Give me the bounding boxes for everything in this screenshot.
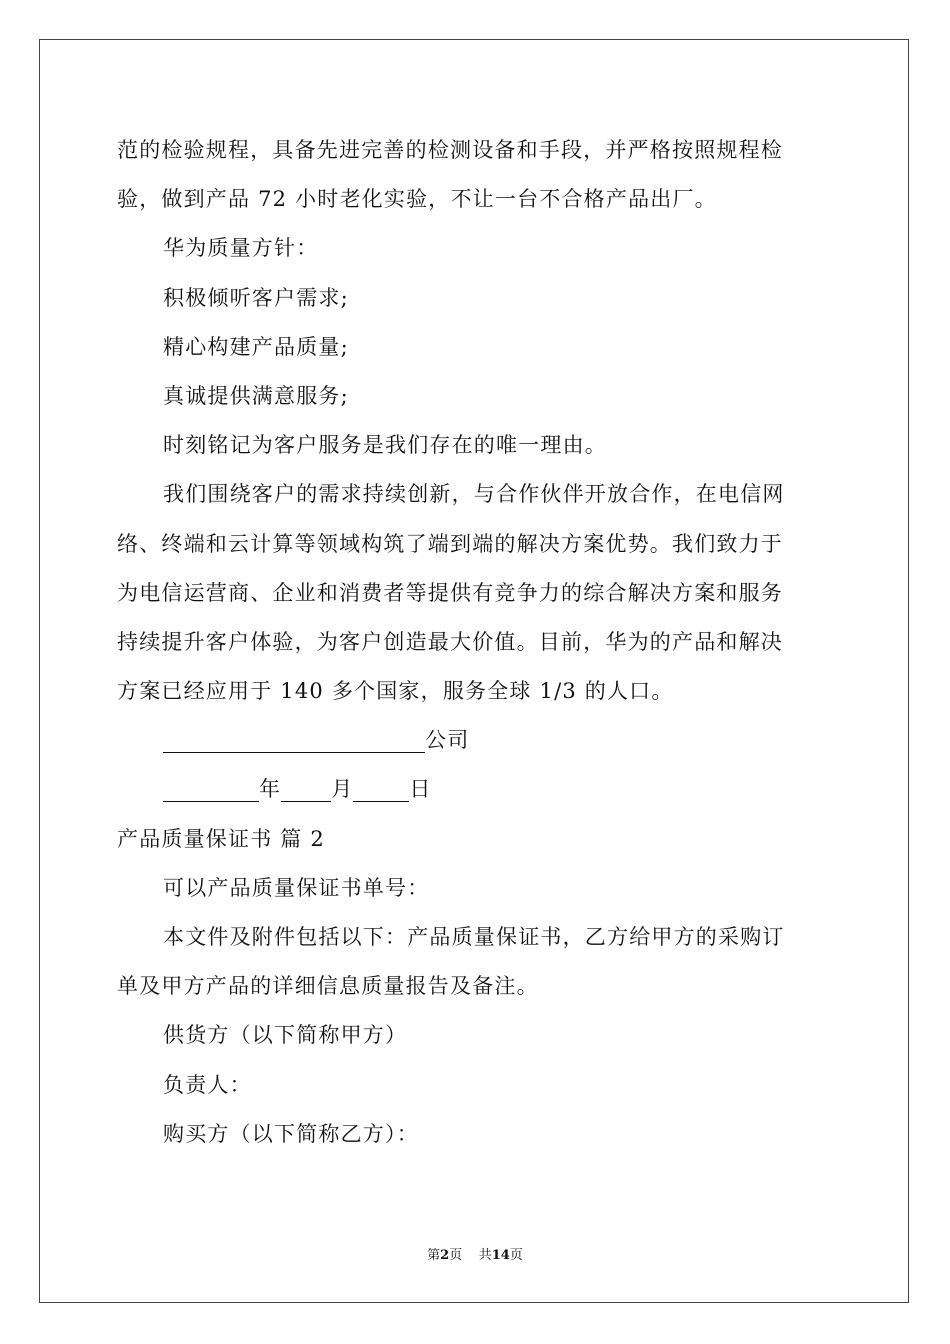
month-label: 月: [331, 777, 354, 802]
paragraph-line: 验，做到产品 72 小时老化实验，不让一台不合格产品出厂。: [117, 187, 717, 212]
paragraph-line: 范的检验规程，具备先进完善的检测设备和手段，并严格按照规程检: [117, 138, 783, 162]
month-blank[interactable]: [281, 773, 331, 802]
company-blank[interactable]: [163, 724, 425, 753]
buyer-line: 购买方（以下简称乙方）：: [163, 1121, 419, 1146]
year-blank[interactable]: [163, 773, 259, 802]
supplier-line: 供货方（以下简称甲方）: [163, 1023, 408, 1048]
day-blank[interactable]: [353, 773, 409, 802]
company-label: 公司: [425, 728, 470, 753]
policy-item: 精心构建产品质量;: [163, 334, 349, 359]
responsible-person-line: 负责人：: [163, 1072, 252, 1097]
paragraph-line: 本文件及附件包括以下：产品质量保证书，乙方给甲方的采购订: [163, 925, 785, 949]
page-footer: 第2页 共14页: [427, 1248, 523, 1263]
current-page-number: 2: [440, 1248, 450, 1263]
paragraph-line: 我们围绕客户的需求持续创新，与合作伙伴开放合作，在电信网: [163, 482, 785, 507]
company-signature-line: [117, 716, 833, 765]
paragraph-line: 可以产品质量保证书单号：: [163, 875, 430, 900]
quality-policy-heading: 华为质量方针：: [163, 236, 319, 261]
paragraph-line: 单及甲方产品的详细信息质量报告及备注。: [117, 974, 539, 999]
policy-item: 时刻铭记为客户服务是我们存在的唯一理由。: [163, 433, 607, 458]
document-body: [117, 126, 833, 1159]
day-label: 日: [409, 777, 432, 802]
policy-item: 真诚提供满意服务;: [163, 383, 349, 408]
paragraph-line: 为电信运营商、企业和消费者等提供有竞争力的综合解决方案和服务: [117, 580, 783, 605]
paragraph-line: 络、终端和云计算等领域构筑了端到端的解决方案优势。我们致力于: [117, 531, 783, 556]
total-page-count: 14: [491, 1248, 510, 1263]
date-line: [117, 765, 833, 814]
paragraph-line: 持续提升客户体验，为客户创造最大价值。目前，华为的产品和解决: [117, 629, 783, 654]
section-title: 产品质量保证书 篇 2: [117, 826, 325, 851]
paragraph-line: 方案已经应用于 140 多个国家，服务全球 1/3 的人口。: [117, 679, 674, 704]
year-label: 年: [259, 777, 282, 802]
policy-item: 积极倾听客户需求;: [163, 285, 349, 310]
